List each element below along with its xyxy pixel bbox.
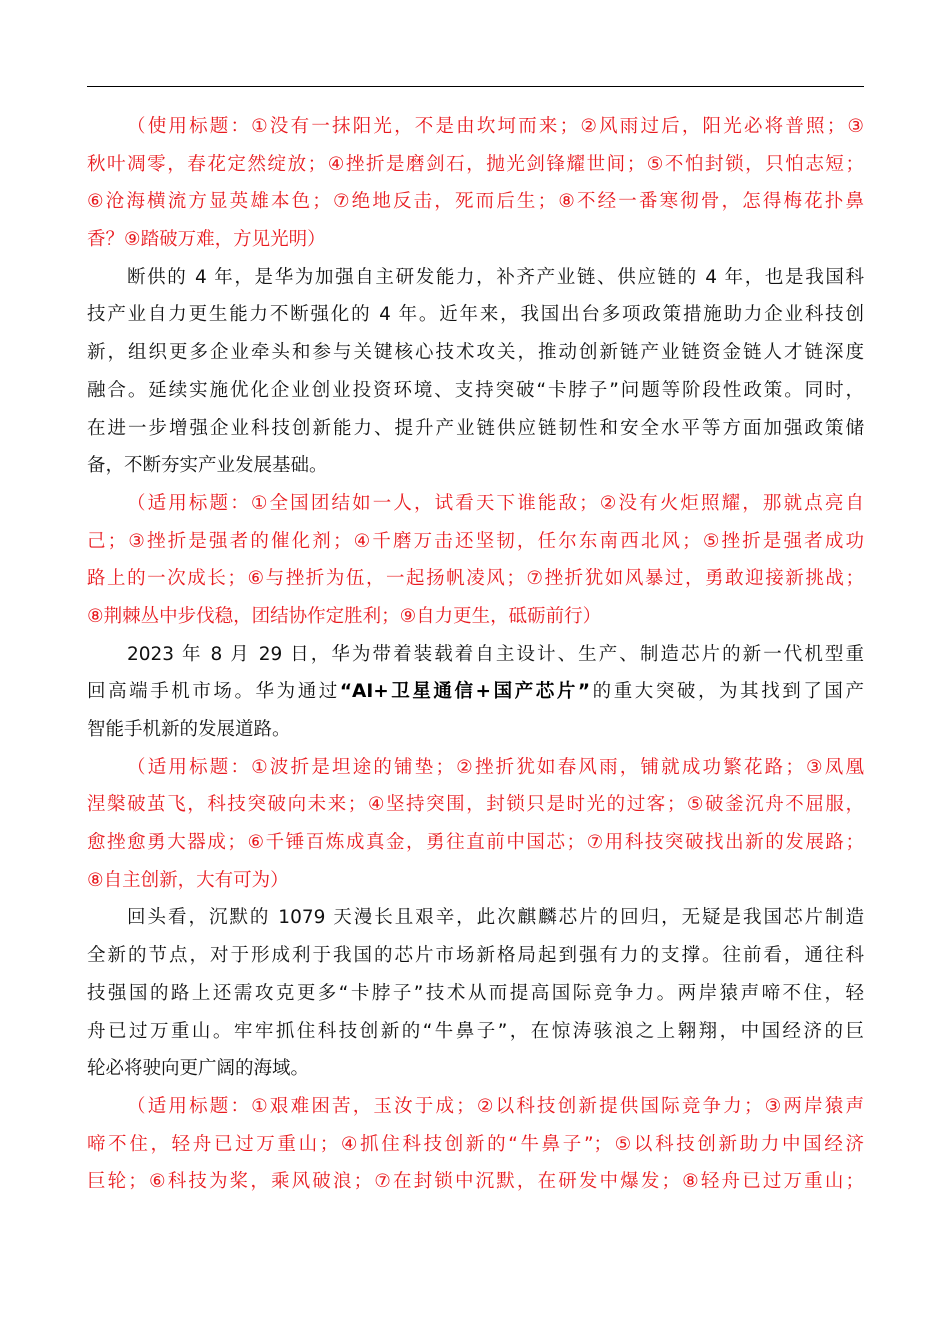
text-line: 新，组织更多企业牵头和参与关键核心技术攻关，推动创新链产业链资金链人才链深度 (87, 342, 864, 364)
text-line (87, 673, 864, 711)
text-line: （适用标题：①全国团结如一人，试看天下谁能敌；②没有火炬照耀，那就点亮自 (127, 492, 864, 514)
bold-phrase: “AI+卫星通信+国产芯片” (339, 681, 591, 703)
text-line: ⑧自主创新，大有可为） (87, 869, 289, 891)
text-segment: 的重大突破，为其找到了国产 (590, 681, 864, 703)
text-segment: 回高端手机市场。华为通过 (87, 681, 340, 703)
text-line: 己；③挫折是强者的催化剂；④千磨万击还坚韧，任尔东南西北风；⑤挫折是强者成功 (87, 530, 864, 552)
text-line: 技产业自力更生能力不断强化的 4 年。近年来，我国出台多项政策措施助力企业科技创 (87, 304, 864, 326)
text-line: 技强国的路上还需攻克更多“卡脖子”技术从而提高国际竞争力。两岸猿声啼不住，轻 (87, 982, 864, 1004)
text-line: 巨轮；⑥科技为桨，乘风破浪；⑦在封锁中沉默，在研发中爆发；⑧轻舟已过万重山； (87, 1171, 864, 1193)
suggested-titles-paragraph (87, 1088, 864, 1201)
text-line: ⑧荆棘丛中步伐稳，团结协作定胜利；⑨自力更生，砥砺前行） (87, 605, 602, 627)
text-line: （适用标题：①波折是坦途的铺垫；②挫折犹如春风雨，铺就成功繁花路；③凤凰 (127, 756, 864, 778)
text-line: （使用标题：①没有一抹阳光，不是由坎坷而来；②风雨过后，阳光必将普照；③ (127, 116, 864, 137)
text-line: 融合。延续实施优化企业创业投资环境、支持突破“卡脖子”问题等阶段性政策。同时， (87, 379, 864, 401)
text-line: 全新的节点，对于形成利于我国的芯片市场新格局起到强有力的支撑。往前看，通往科 (87, 945, 864, 967)
text-line: 轮必将驶向更广阔的海域。 (87, 1058, 310, 1080)
body-paragraph (87, 636, 864, 749)
text-line: 断供的 4 年，是华为加强自主研发能力，补齐产业链、供应链的 4 年，也是我国科 (127, 266, 864, 288)
suggested-titles-paragraph (87, 108, 864, 259)
text-line: 啼不住，轻舟已过万重山；④抓住科技创新的“牛鼻子”；⑤以科技创新助力中国经济 (87, 1133, 864, 1155)
text-line: 舟已过万重山。牢牢抓住科技创新的“牛鼻子”，在惊涛骇浪之上翱翔，中国经济的巨 (87, 1020, 864, 1042)
text-line: （适用标题：①艰难困苦，玉汝于成；②以科技创新提供国际竞争力；③两岸猿声 (127, 1095, 864, 1117)
text-line: 2023 年 8 月 29 日，华为带着装载着自主设计、生产、制造芯片的新一代机型重 (127, 643, 864, 665)
text-line: 愈挫愈勇大器成；⑥千锤百炼成真金，勇往直前中国芯；⑦用科技突破找出新的发展路； (87, 832, 864, 854)
header-rule (87, 86, 864, 87)
suggested-titles-paragraph (87, 749, 864, 900)
text-line: 智能手机新的发展道路。 (87, 719, 291, 740)
text-line: ⑥沧海横流方显英雄本色；⑦绝地反击，死而后生；⑧不经一番寒彻骨，怎得梅花扑鼻 (87, 191, 864, 213)
text-line: 路上的一次成长；⑥与挫折为伍，一起扬帆凌风；⑦挫折犹如风暴过，勇敢迎接新挑战； (87, 568, 864, 590)
suggested-titles-paragraph (87, 485, 864, 636)
text-line: 涅槃破茧飞，科技突破向未来；④坚持突围，封锁只是时光的过客；⑤破釜沉舟不屈服， (87, 794, 864, 816)
text-line: 备，不断夯实产业发展基础。 (87, 455, 328, 477)
document-body (87, 108, 864, 1201)
text-line: 秋叶凋零，春花定然绽放；④挫折是磨剑石，抛光剑锋耀世间；⑤不怕封锁，只怕志短； (87, 153, 864, 175)
text-line: 回头看，沉默的 1079 天漫长且艰辛，此次麒麟芯片的回归，无疑是我国芯片制造 (127, 907, 864, 929)
text-line: 香？⑨踏破万难，方见光明） (87, 229, 326, 251)
text-line: 在进一步增强企业科技创新能力、提升产业链供应链韧性和安全水平等方面加强政策储 (87, 417, 864, 439)
body-paragraph (87, 899, 864, 1087)
body-paragraph (87, 259, 864, 485)
